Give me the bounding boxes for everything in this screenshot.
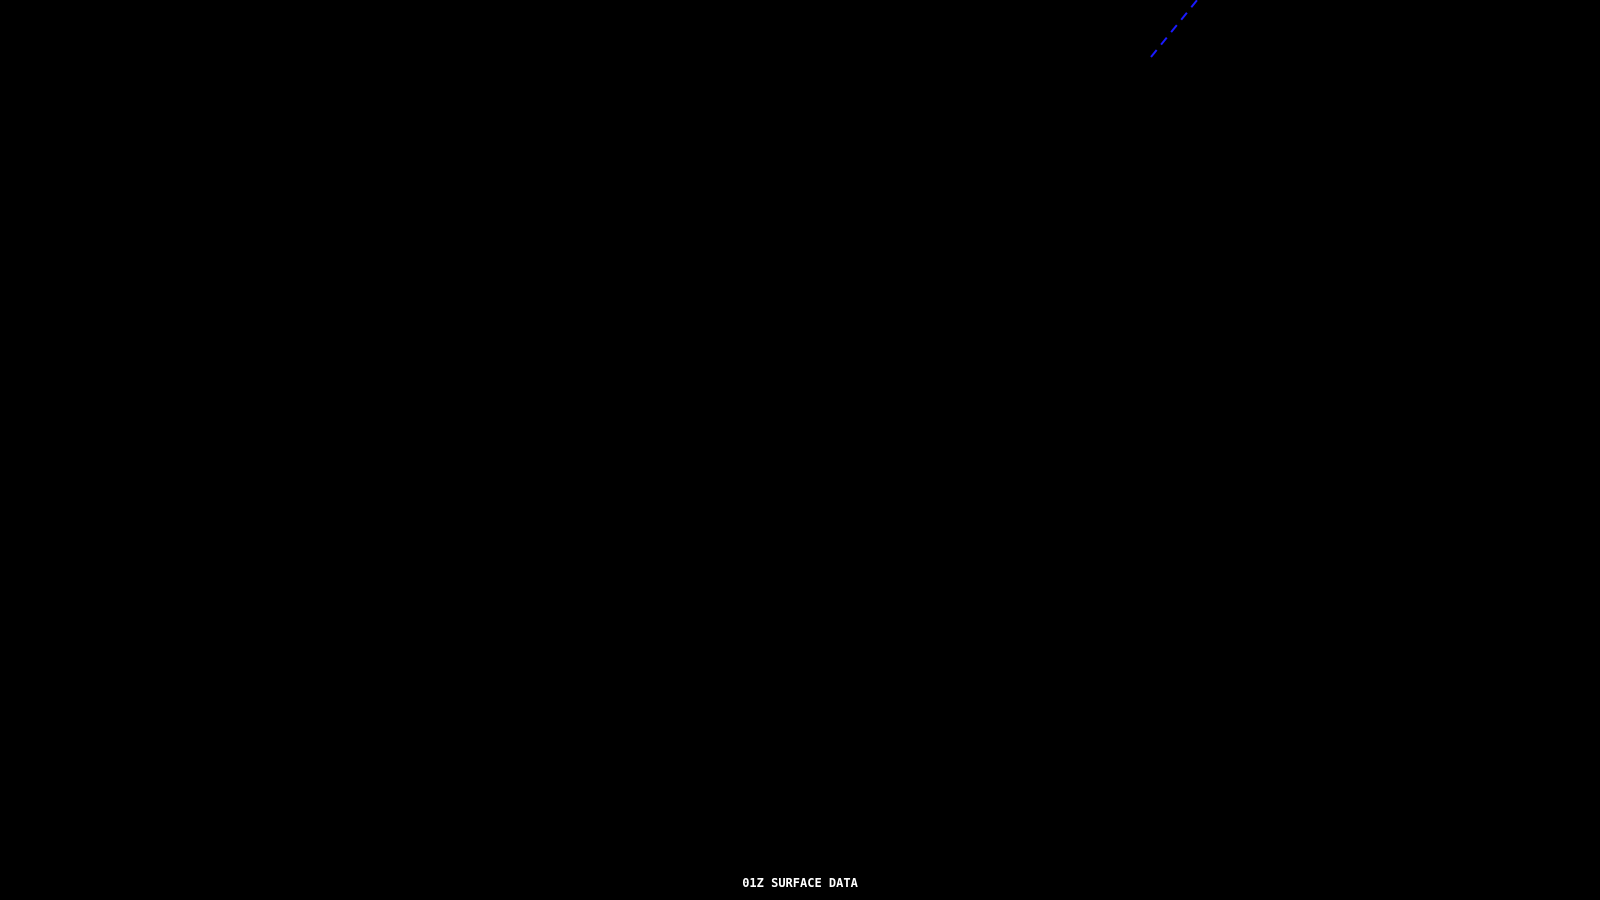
blue-dashed-front-line: [1151, 0, 1198, 57]
surface-data-time-label: 01Z SURFACE DATA: [742, 876, 858, 890]
